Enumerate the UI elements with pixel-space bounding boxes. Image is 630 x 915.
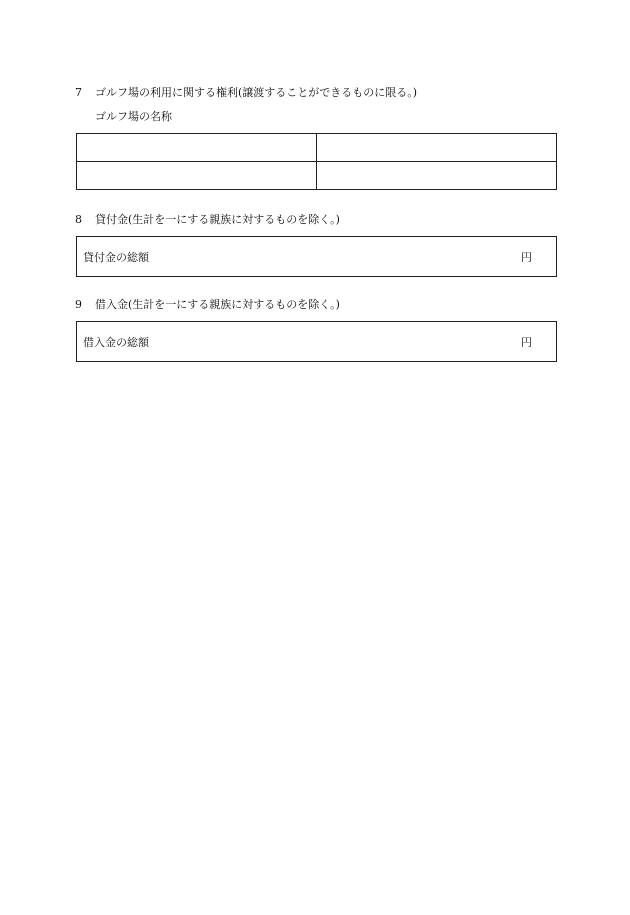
borrowing-yen-unit: 円 xyxy=(521,336,532,349)
section-7-heading xyxy=(75,86,417,100)
golf-course-table xyxy=(76,133,557,190)
golf-course-name-label: ゴルフ場の名称 xyxy=(95,110,172,123)
section-8-heading xyxy=(75,213,340,227)
borrowing-total-box[interactable] xyxy=(76,321,557,362)
section-7-title: ゴルフ場の利用に関する権利(譲渡することができるものに限る。) xyxy=(95,86,418,99)
golf-course-name-cell[interactable] xyxy=(77,134,317,162)
table-row xyxy=(77,134,557,162)
loan-receivable-total-box[interactable] xyxy=(76,236,557,277)
section-7-number: 7 xyxy=(75,86,82,99)
golf-course-detail-cell[interactable] xyxy=(317,162,557,190)
section-9-number: 9 xyxy=(75,298,82,311)
golf-course-name-cell[interactable] xyxy=(77,162,317,190)
golf-course-detail-cell[interactable] xyxy=(317,134,557,162)
loan-receivable-yen-unit: 円 xyxy=(521,251,532,264)
section-8-title: 貸付金(生計を一にする親族に対するものを除く。) xyxy=(95,213,340,226)
section-9-heading xyxy=(75,298,340,312)
table-row xyxy=(77,162,557,190)
borrowing-total-label: 借入金の総額 xyxy=(83,336,149,349)
section-9-title: 借入金(生計を一にする親族に対するものを除く。) xyxy=(95,298,340,311)
loan-receivable-total-label: 貸付金の総額 xyxy=(83,251,149,264)
section-8-number: 8 xyxy=(75,213,82,226)
